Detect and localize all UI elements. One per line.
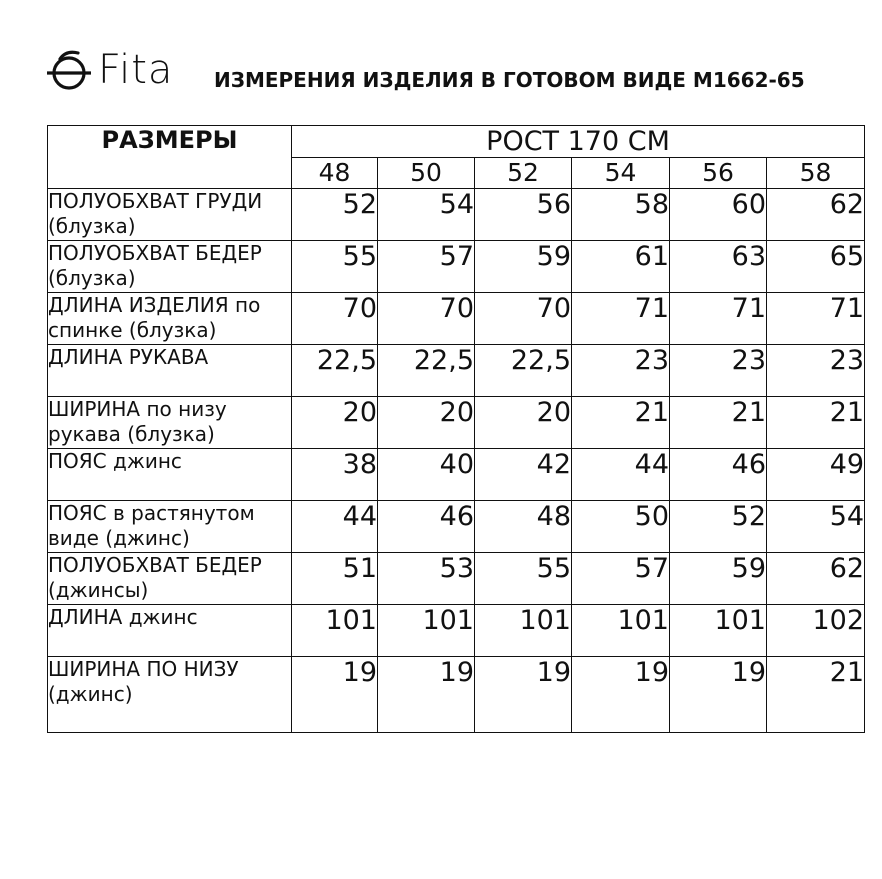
table-cell: 52	[670, 501, 767, 553]
table-cell: 62	[767, 553, 865, 605]
table-cell: 22,5	[292, 345, 378, 397]
table-cell: 70	[378, 293, 475, 345]
size-header: 58	[767, 158, 865, 189]
table-cell: 70	[292, 293, 378, 345]
row-label: ДЛИНА РУКАВА	[48, 345, 292, 397]
table-row	[48, 501, 865, 553]
table-row	[48, 657, 865, 733]
table-cell: 46	[670, 449, 767, 501]
table-cell: 38	[292, 449, 378, 501]
table-cell: 21	[767, 397, 865, 449]
document-title: ИЗМЕРЕНИЯ ИЗДЕЛИЯ В ГОТОВОМ ВИДЕ М1662-65	[214, 68, 805, 92]
table-cell: 19	[475, 657, 572, 733]
table-cell: 23	[670, 345, 767, 397]
table-row	[48, 293, 865, 345]
table-cell: 57	[572, 553, 670, 605]
size-header: 48	[292, 158, 378, 189]
table-cell: 46	[378, 501, 475, 553]
row-label: ПОЛУОБХВАТ БЕДЕР (джинсы)	[48, 553, 292, 605]
table-cell: 21	[670, 397, 767, 449]
table-cell: 19	[378, 657, 475, 733]
table-cell: 23	[572, 345, 670, 397]
table-row	[48, 553, 865, 605]
table-cell: 51	[292, 553, 378, 605]
table-row	[48, 605, 865, 657]
table-cell: 71	[670, 293, 767, 345]
table-cell: 63	[670, 241, 767, 293]
table-cell: 20	[378, 397, 475, 449]
table-cell: 101	[292, 605, 378, 657]
size-header: 56	[670, 158, 767, 189]
table-cell: 19	[572, 657, 670, 733]
table-cell: 52	[292, 189, 378, 241]
brand-name: Fita	[98, 47, 174, 93]
table-cell: 54	[378, 189, 475, 241]
fita-logo-icon	[46, 47, 92, 93]
table-cell: 101	[475, 605, 572, 657]
row-label: ПОЯС джинс	[48, 449, 292, 501]
table-row	[48, 241, 865, 293]
size-header: 52	[475, 158, 572, 189]
table-cell: 59	[475, 241, 572, 293]
size-header: 54	[572, 158, 670, 189]
table-cell: 65	[767, 241, 865, 293]
table-cell: 71	[767, 293, 865, 345]
row-label: ПОЯС в растянутом виде (джинс)	[48, 501, 292, 553]
table-cell: 49	[767, 449, 865, 501]
table-cell: 102	[767, 605, 865, 657]
table-cell: 60	[670, 189, 767, 241]
size-table	[47, 125, 865, 733]
table-cell: 20	[475, 397, 572, 449]
table-cell: 44	[572, 449, 670, 501]
table-cell: 23	[767, 345, 865, 397]
table-cell: 101	[378, 605, 475, 657]
table-cell: 62	[767, 189, 865, 241]
table-cell: 20	[292, 397, 378, 449]
table-cell: 58	[572, 189, 670, 241]
table-cell: 40	[378, 449, 475, 501]
row-label: ПОЛУОБХВАТ БЕДЕР (блузка)	[48, 241, 292, 293]
table-cell: 19	[670, 657, 767, 733]
brand-logo	[46, 40, 173, 100]
table-cell: 19	[292, 657, 378, 733]
header	[46, 40, 866, 100]
row-label: ДЛИНА ИЗДЕЛИЯ по спинке (блузка)	[48, 293, 292, 345]
row-label: ШИРИНА ПО НИЗУ (джинс)	[48, 657, 292, 733]
table-cell: 22,5	[475, 345, 572, 397]
table-cell: 21	[767, 657, 865, 733]
row-label: ШИРИНА по низу рукава (блузка)	[48, 397, 292, 449]
table-cell: 57	[378, 241, 475, 293]
size-header: 50	[378, 158, 475, 189]
table-row	[48, 397, 865, 449]
table-cell: 59	[670, 553, 767, 605]
row-label: ДЛИНА джинс	[48, 605, 292, 657]
table-row	[48, 189, 865, 241]
sizes-header: РАЗМЕРЫ	[48, 126, 292, 189]
table-cell: 53	[378, 553, 475, 605]
table-row	[48, 449, 865, 501]
table-cell: 61	[572, 241, 670, 293]
table-cell: 48	[475, 501, 572, 553]
table-cell: 55	[475, 553, 572, 605]
table-cell: 22,5	[378, 345, 475, 397]
table-cell: 101	[670, 605, 767, 657]
table-cell: 42	[475, 449, 572, 501]
table-row	[48, 345, 865, 397]
table-cell: 101	[572, 605, 670, 657]
table-cell: 44	[292, 501, 378, 553]
table-cell: 54	[767, 501, 865, 553]
table-cell: 55	[292, 241, 378, 293]
table-cell: 21	[572, 397, 670, 449]
row-label: ПОЛУОБХВАТ ГРУДИ (блузка)	[48, 189, 292, 241]
table-cell: 70	[475, 293, 572, 345]
height-group-header: РОСТ 170 СМ	[292, 126, 865, 158]
table-cell: 71	[572, 293, 670, 345]
table-cell: 50	[572, 501, 670, 553]
table-cell: 56	[475, 189, 572, 241]
